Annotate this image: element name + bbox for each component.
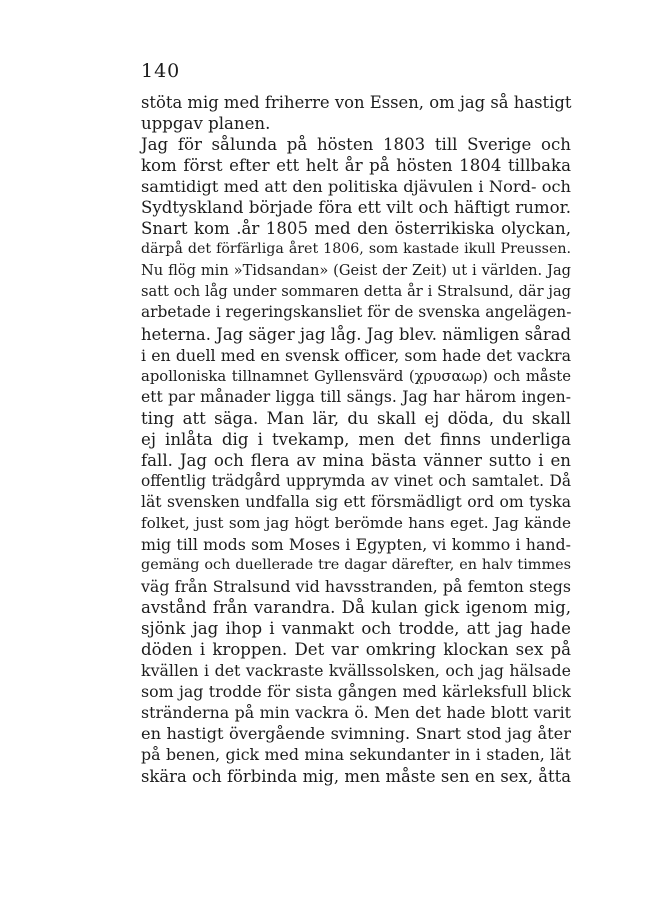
text-line: på benen, gick med mina sekundanter in i staden, lät	[141, 745, 571, 765]
text-line: satt och låg under sommaren detta år i Stralsund, där jag	[141, 283, 571, 301]
text-line: stöta mig med friherre von Essen, om jag så hastigt	[141, 93, 572, 112]
text-line: offentlig trädgård upprymda av vinet och samtalet. Då	[141, 471, 571, 490]
text-line: Nu flög min »Tidsandan» (Geist der Zeit) ut i världen. Jag	[141, 262, 571, 280]
text-line: kom först efter ett helt år på hösten 1804 tillbaka	[141, 156, 571, 176]
text-line: apolloniska tillnamnet Gyllensvärd (χρυσαωρ) och måste	[141, 367, 571, 385]
text-line: arbetade i regeringskansliet för de svenska angelägen-	[141, 303, 572, 322]
text-line: sjönk jag ihop i vanmakt och trodde, att jag hade	[141, 619, 571, 639]
text-line: uppgav planen.	[141, 114, 271, 134]
text-line: som jag trodde för sista gången med kärleksfull blick	[141, 682, 571, 702]
text-line: stränderna på min vackra ö. Men det hade blott varit	[141, 703, 571, 723]
body-text	[141, 92, 571, 787]
text-line: ej inlåta dig i tvekamp, men det finns underliga	[141, 429, 571, 449]
text-line: gemäng och duellerade tre dagar därefter, en halv timmes	[141, 557, 571, 574]
text-line: avstånd från varandra. Då kulan gick igenom mig,	[141, 598, 571, 618]
page-number: 140	[141, 60, 181, 82]
text-line: lät svensken undfalla sig ett försmädligt ord om tyska	[141, 492, 571, 511]
text-line: en hastigt övergående svimning. Snart stod jag åter	[141, 724, 571, 744]
text-line: samtidigt med att den politiska djävulen i Nord- och	[141, 177, 571, 197]
text-line: Sydtyskland började föra ett vilt och häftigt rumor.	[141, 198, 571, 218]
text-line: skära och förbinda mig, men måste sen en sex, åtta	[141, 766, 571, 786]
text-line: i en duell med en svensk officer, som hade det vackra	[141, 345, 571, 365]
text-line: ting att säga. Man lär, du skall ej döda, du skall	[141, 408, 571, 428]
text-line: därpå det förfärliga året 1806, som kastade ikull Preussen.	[141, 241, 571, 258]
text-line: folket, just som jag högt berömde hans eget. Jag kände	[141, 513, 571, 532]
text-line: heterna. Jag säger jag låg. Jag blev. nämligen sårad	[141, 324, 571, 344]
text-line: Jag för sålunda på hösten 1803 till Sverige och	[141, 135, 571, 155]
text-line: kvällen i det vackraste kvällssolsken, och jag hälsade	[141, 661, 571, 681]
text-line: mig till mods som Moses i Egypten, vi kommo i hand-	[141, 534, 571, 554]
text-line: döden i kroppen. Det var omkring klockan sex på	[141, 640, 571, 660]
text-line: väg från Stralsund vid havsstranden, på femton stegs	[141, 577, 571, 597]
text-line: fall. Jag och flera av mina bästa vänner sutto i en	[141, 450, 571, 470]
text-line: ett par månader ligga till sängs. Jag har härom ingen-	[141, 387, 571, 406]
text-line: Snart kom .år 1805 med den österrikiska olyckan,	[141, 219, 571, 239]
